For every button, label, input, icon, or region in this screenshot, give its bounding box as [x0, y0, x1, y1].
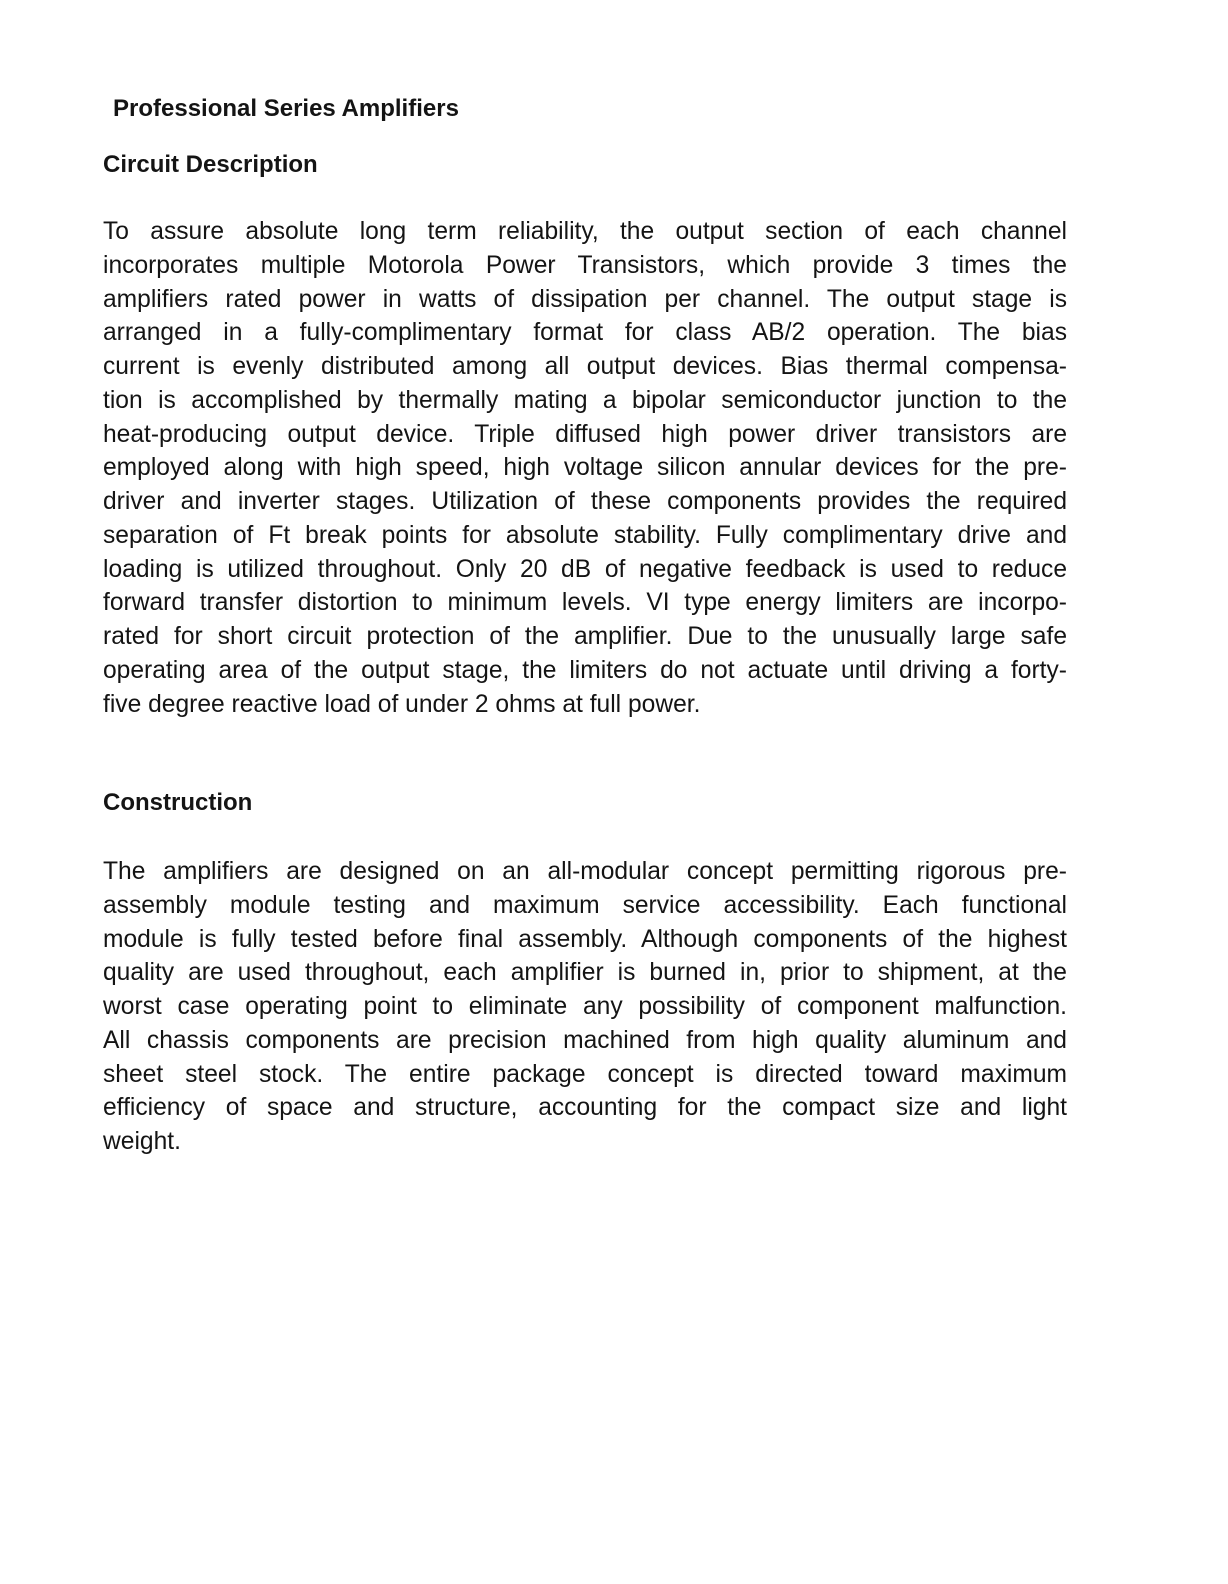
page-title: Professional Series Amplifiers: [113, 95, 459, 122]
paragraph-circuit-description: [103, 215, 1067, 721]
text-line: sheet steel stock. The entire package concept is directed toward maximum: [103, 1060, 1067, 1088]
text-line: arranged in a fully-complimentary format for class AB/2 operation. The bias: [103, 319, 1067, 347]
text-line: weight.: [103, 1128, 181, 1155]
text-line: efficiency of space and structure, accounting for the compact size and light: [103, 1094, 1067, 1122]
text-line: driver and inverter stages. Utilization of these components provides the required: [103, 488, 1067, 515]
text-line: module is fully tested before final assembly. Although components of the highest: [103, 925, 1067, 953]
text-line: The amplifiers are designed on an all-modular concept permitting rigorous pre-: [103, 858, 1067, 885]
text-line: All chassis components are precision machined from high quality aluminum and: [103, 1026, 1067, 1054]
section-heading-construction: Construction: [103, 789, 253, 816]
text-line: To assure absolute long term reliability, the output section of each channel: [103, 218, 1067, 245]
section-heading-circuit-description: Circuit Description: [103, 151, 318, 178]
text-line: worst case operating point to eliminate any possibility of component malfunction.: [103, 993, 1067, 1020]
text-line: employed along with high speed, high voltage silicon annular devices for the pre-: [103, 454, 1067, 482]
text-line: separation of Ft break points for absolute stability. Fully complimentary drive and: [103, 521, 1067, 549]
text-line: loading is utilized throughout. Only 20 dB of negative feedback is used to reduce: [103, 555, 1067, 583]
paragraph-construction: [103, 855, 1067, 1159]
text-line: current is evenly distributed among all output devices. Bias thermal compensa-: [103, 353, 1067, 380]
text-line: operating area of the output stage, the limiters do not actuate until driving a forty-: [103, 656, 1067, 684]
text-line: quality are used throughout, each amplifier is burned in, prior to shipment, at the: [103, 959, 1067, 987]
text-line: forward transfer distortion to minimum levels. VI type energy limiters are incorpo-: [103, 589, 1067, 617]
text-line: incorporates multiple Motorola Power Transistors, which provide 3 times the: [103, 251, 1067, 279]
text-line: heat-producing output device. Triple diffused high power driver transistors are: [103, 420, 1067, 448]
text-line: five degree reactive load of under 2 ohms at full power.: [103, 690, 701, 718]
text-line: tion is accomplished by thermally mating a bipolar semiconductor junction to the: [103, 386, 1067, 414]
text-line: rated for short circuit protection of the amplifier. Due to the unusually large safe: [103, 623, 1067, 650]
text-line: assembly module testing and maximum service accessibility. Each functional: [103, 891, 1067, 919]
text-line: amplifiers rated power in watts of dissipation per channel. The output stage is: [103, 285, 1067, 313]
